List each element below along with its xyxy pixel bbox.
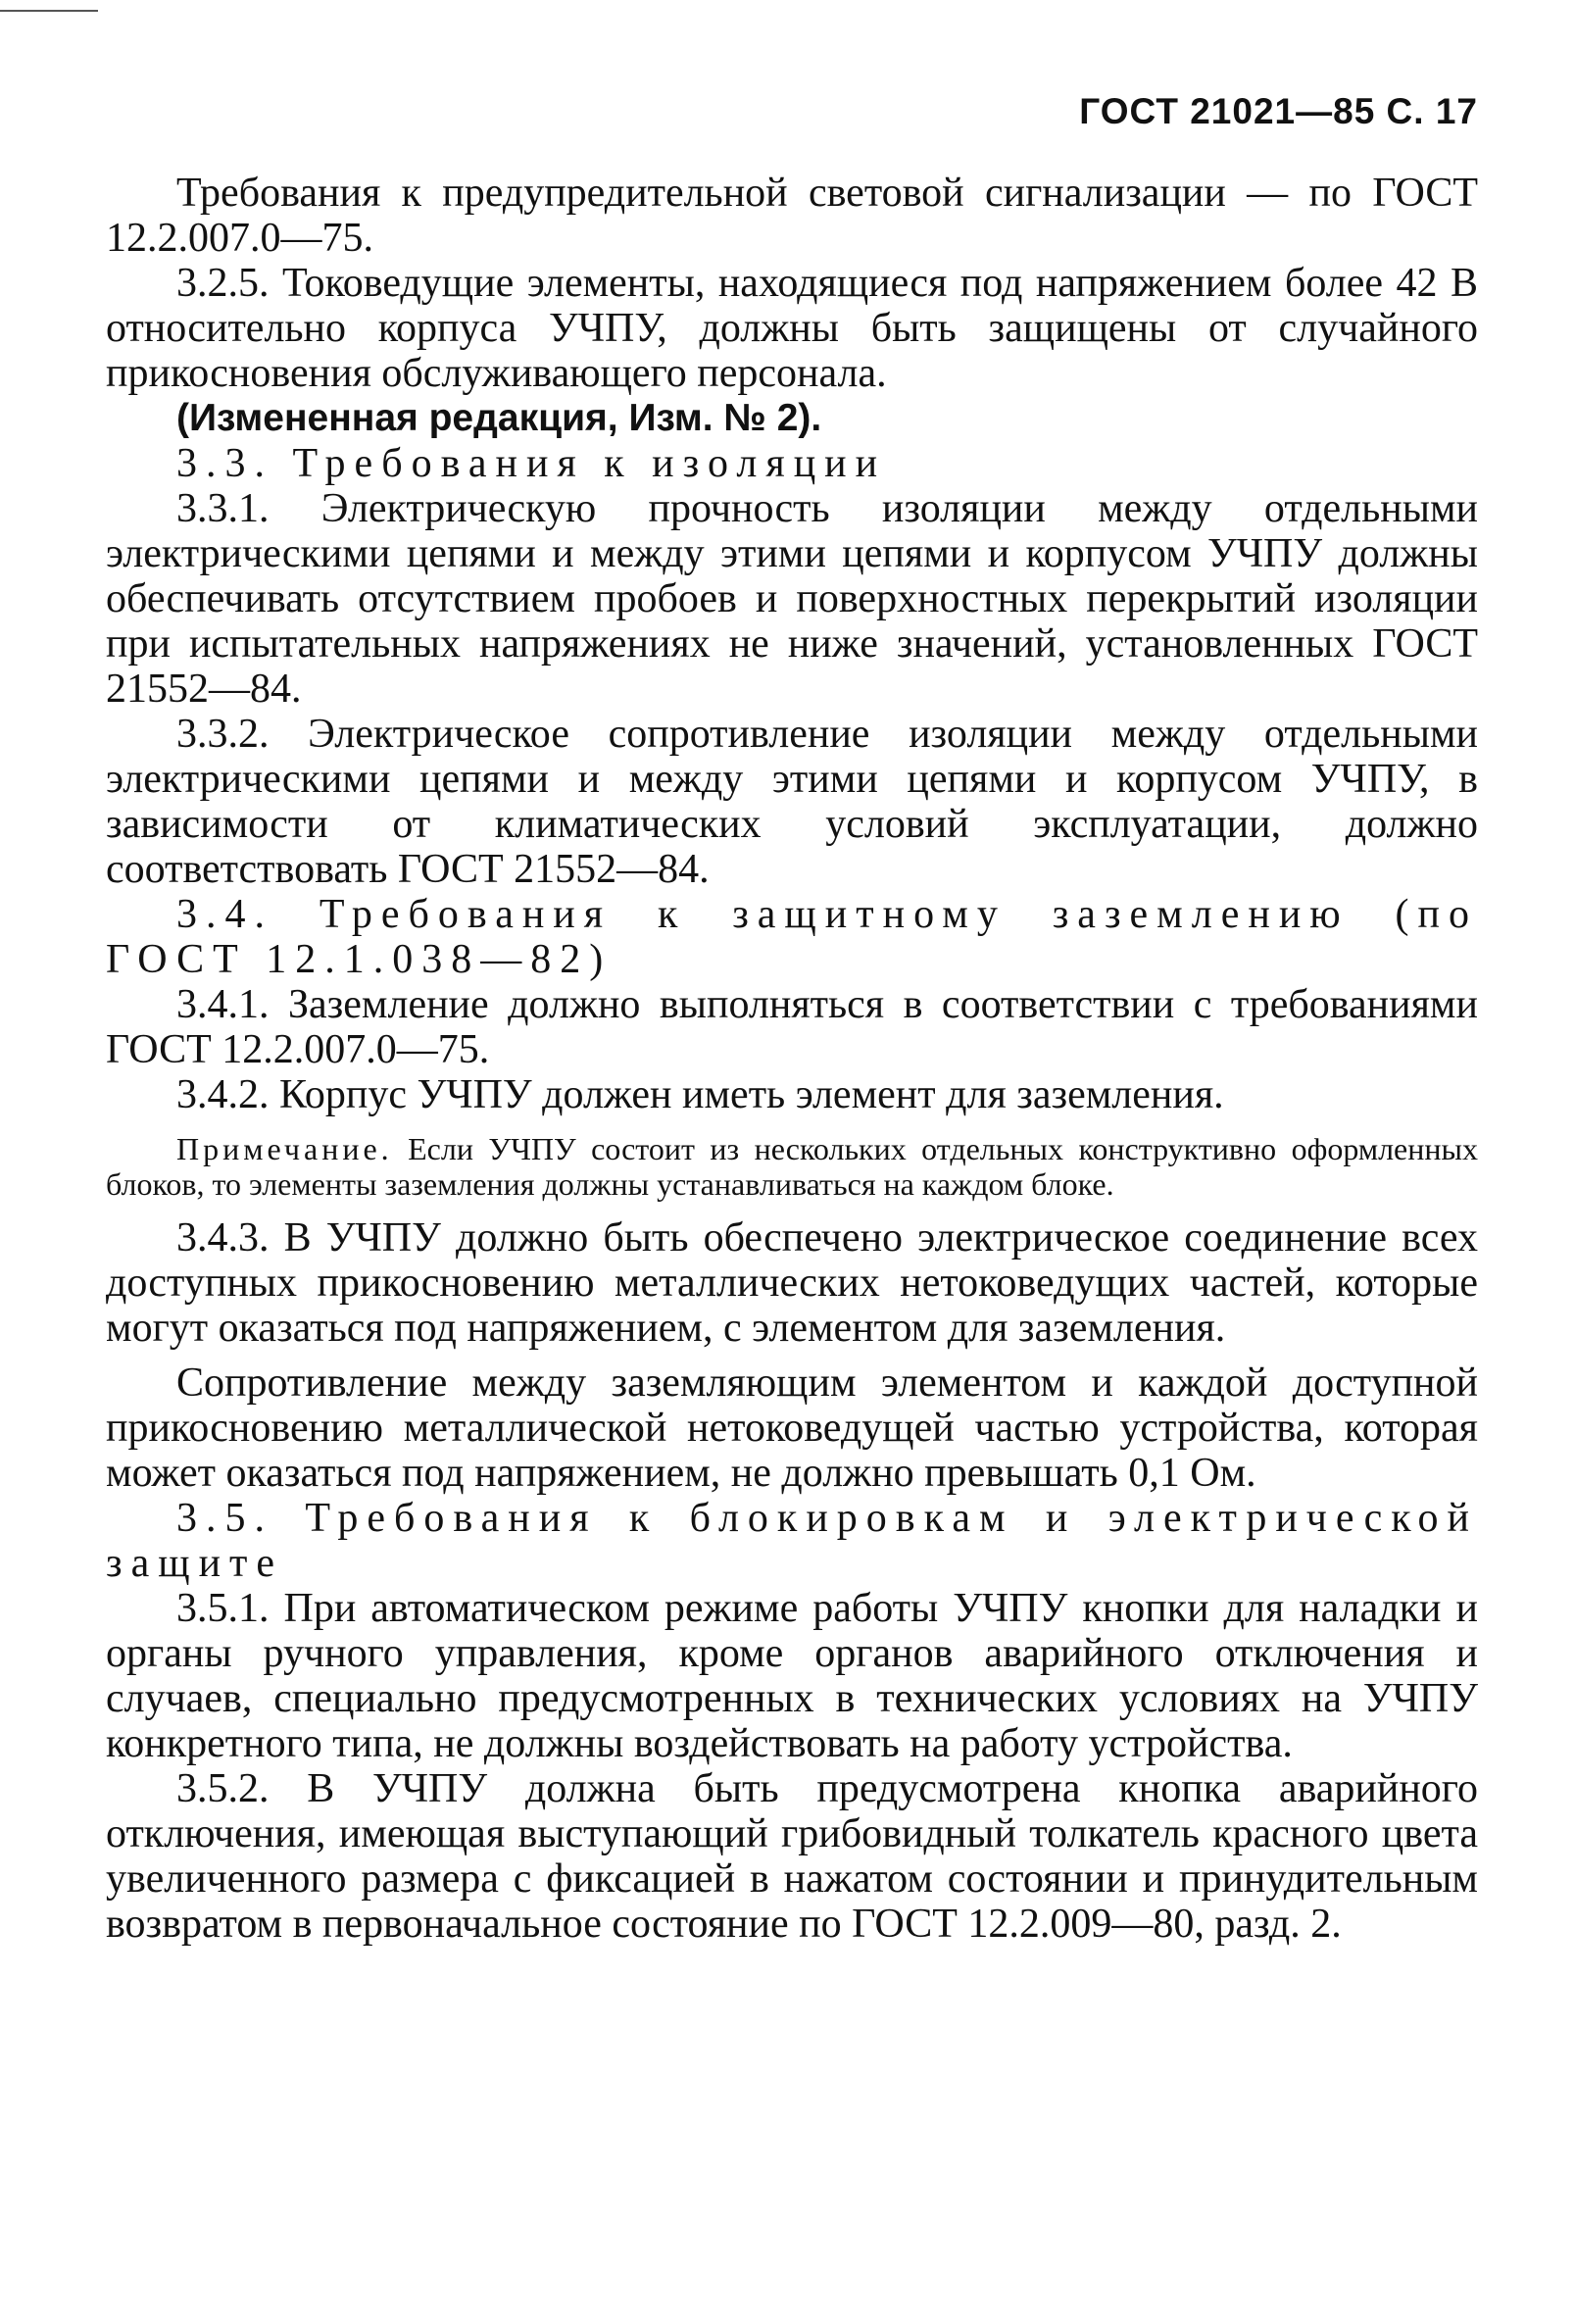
paragraph-3-2-5: 3.2.5. Токоведущие элементы, находящиеся под напряжением более 42 В относительно корпуса УЧПУ, должны быть защищены от случайного прикосновения обслуживающего персонала. <box>106 261 1478 396</box>
amendment-note: (Измененная редакция, Изм. № 2). <box>176 397 822 439</box>
paragraph-3-3-2: 3.3.2. Электрическое сопротивление изоляции между отдельными электрическими цепями и между этими цепями и корпусом УЧПУ, в зависимости от климатических условий эксплуатации, должно соответствовать ГОСТ 21552—84. <box>106 712 1478 892</box>
paragraph-signalling: Требования к предупредительной световой сигнализации — по ГОСТ 12.2.007.0—75. <box>106 171 1478 261</box>
note-text: Если УЧПУ состоит из нескольких отдельных конструктивно оформленных блоков, то элементы заземления должны устанавливаться на каждом блоке. <box>106 1131 1479 1202</box>
section-3-5-heading: 3.5. Требования к блокировкам и электрической защите <box>106 1496 1478 1586</box>
page-header: ГОСТ 21021—85 С. 17 <box>1079 91 1478 131</box>
paragraph-3-5-2: 3.5.2. В УЧПУ должна быть предусмотрена кнопка аварийного отключения, имеющая выступающий грибовидный толкатель красного цвета увеличенного размера с фиксацией в нажатом состоянии и принудительным возвратом в первоначальное состояние по ГОСТ 12.2.009—80, разд. 2. <box>106 1766 1478 1947</box>
note-block <box>106 1131 1478 1202</box>
corner-rule <box>0 10 98 12</box>
paragraph-resistance: Сопротивление между заземляющим элементом и каждой доступной прикосновению металлической нетоковедущей частью устройства, которая может оказаться под напряжением, не должно превышать 0,1 Ом. <box>106 1360 1478 1496</box>
note-label: Примечание. <box>176 1131 393 1166</box>
section-3-3-heading: 3.3. Требования к изоляции <box>176 441 887 486</box>
paragraph-3-4-1: 3.4.1. Заземление должно выполняться в соответствии с требованиями ГОСТ 12.2.007.0—75. <box>106 982 1478 1072</box>
document-page <box>106 93 1478 1947</box>
paragraph-3-4-2: 3.4.2. Корпус УЧПУ должен иметь элемент для заземления. <box>176 1072 1224 1117</box>
paragraph-3-4-3: 3.4.3. В УЧПУ должно быть обеспечено электрическое соединение всех доступных прикосновению металлических нетоковедущих частей, которые могут оказаться под напряжением, с элементом для заземления. <box>106 1215 1478 1351</box>
paragraph-3-3-1: 3.3.1. Электрическую прочность изоляции между отдельными электрическими цепями и между этими цепями и корпусом УЧПУ должны обеспечивать отсутствием пробоев и поверхностных перекрытий изоляции при испытательных напряжениях не ниже значений, установленных ГОСТ 21552—84. <box>106 486 1478 712</box>
section-3-4-heading: 3.4. Требования к защитному заземлению (по ГОСТ 12.1.038—82) <box>106 892 1478 982</box>
paragraph-3-5-1: 3.5.1. При автоматическом режиме работы УЧПУ кнопки для наладки и органы ручного управления, кроме органов аварийного отключения и случаев, специально предусмотренных в технических условиях на УЧПУ конкретного типа, не должны воздействовать на работу устройства. <box>106 1586 1478 1766</box>
document-body <box>106 171 1478 1947</box>
